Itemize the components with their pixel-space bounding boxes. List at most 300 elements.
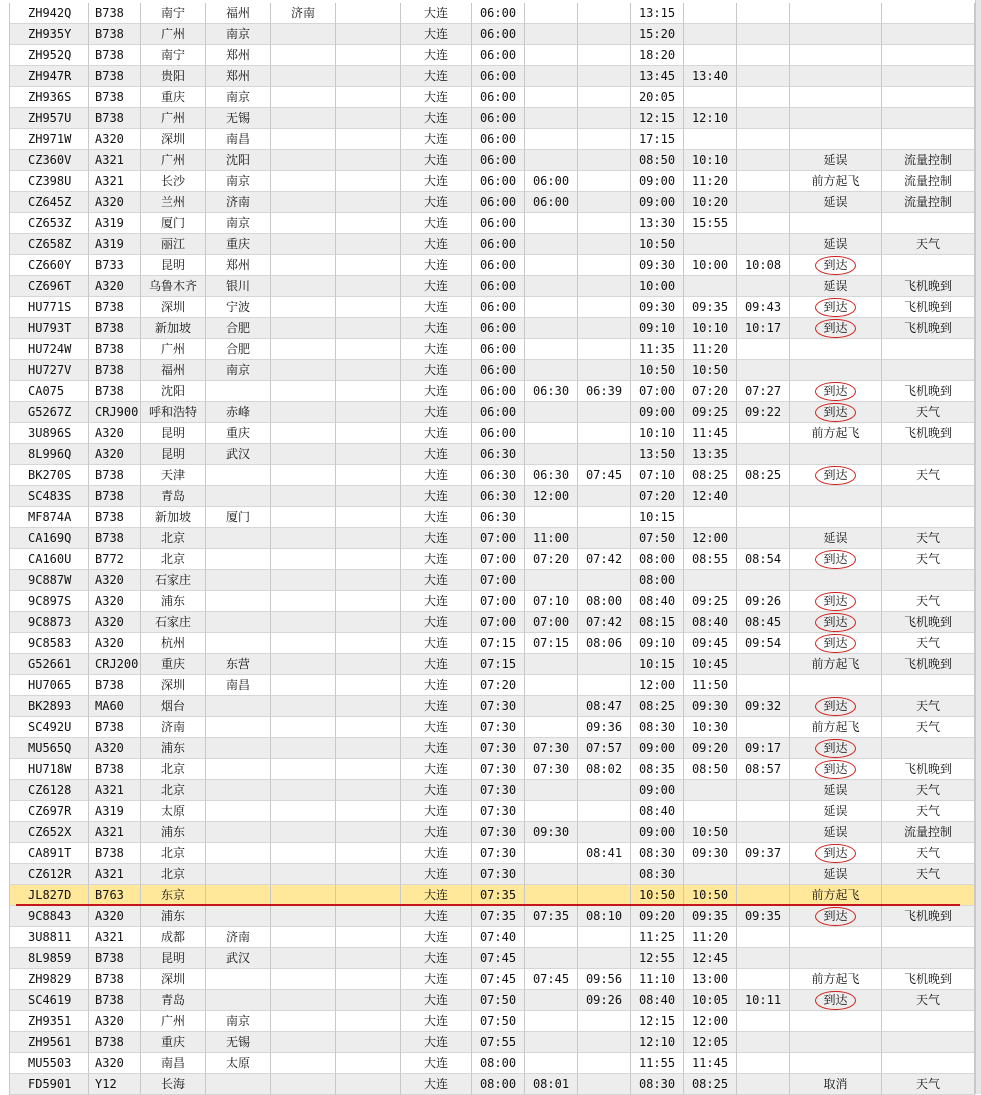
estimated-arrival-cell: 10:20: [684, 192, 737, 213]
aircraft-type-cell: B738: [89, 3, 141, 24]
delay-reason-cell: 飞机晚到: [882, 276, 975, 297]
table-row[interactable]: [9, 423, 975, 444]
scheduled-departure-cell: 07:30: [472, 780, 525, 801]
origin-cell: 深圳: [141, 675, 206, 696]
actual-arrival-cell: [737, 276, 790, 297]
table-row[interactable]: [9, 591, 975, 612]
estimated-departure-cell: [525, 66, 578, 87]
actual-arrival-cell: [737, 1074, 790, 1095]
estimated-arrival-cell: [684, 507, 737, 528]
destination-cell: 大连: [401, 822, 472, 843]
delay-reason-cell: 流量控制: [882, 822, 975, 843]
delay-reason-cell: [882, 87, 975, 108]
actual-departure-cell: 08:02: [578, 759, 631, 780]
stop1-cell: [206, 822, 271, 843]
origin-cell: 成都: [141, 927, 206, 948]
flight-number-cell: SC4619: [9, 990, 89, 1011]
scheduled-departure-cell: 07:00: [472, 591, 525, 612]
destination-cell: 大连: [401, 654, 472, 675]
actual-departure-cell: 07:42: [578, 612, 631, 633]
stop1-cell: [206, 801, 271, 822]
scheduled-arrival-cell: 09:00: [631, 402, 684, 423]
stop3-cell: [336, 885, 401, 906]
table-row[interactable]: [9, 129, 975, 150]
table-row[interactable]: [9, 297, 975, 318]
stop3-cell: [336, 759, 401, 780]
flight-number-cell: CA169Q: [9, 528, 89, 549]
destination-cell: 大连: [401, 276, 472, 297]
aircraft-type-cell: A320: [89, 1053, 141, 1074]
table-row[interactable]: [9, 717, 975, 738]
actual-departure-cell: [578, 1011, 631, 1032]
status-cell: 延误: [790, 780, 882, 801]
estimated-departure-cell: [525, 24, 578, 45]
actual-departure-cell: [578, 150, 631, 171]
estimated-arrival-cell: 09:25: [684, 591, 737, 612]
table-row[interactable]: [9, 738, 975, 759]
stop2-cell: [271, 633, 336, 654]
stop3-cell: [336, 570, 401, 591]
actual-departure-cell: [578, 864, 631, 885]
delay-reason-cell: 天气: [882, 591, 975, 612]
origin-cell: 深圳: [141, 297, 206, 318]
status-cell: [790, 297, 882, 318]
delay-reason-cell: 天气: [882, 402, 975, 423]
estimated-arrival-cell: [684, 780, 737, 801]
destination-cell: 大连: [401, 45, 472, 66]
destination-cell: 大连: [401, 948, 472, 969]
flight-number-cell: ZH952Q: [9, 45, 89, 66]
actual-arrival-cell: [737, 885, 790, 906]
stop1-cell: [206, 885, 271, 906]
stop1-cell: 南京: [206, 87, 271, 108]
scheduled-departure-cell: 06:00: [472, 3, 525, 24]
destination-cell: 大连: [401, 612, 472, 633]
destination-cell: 大连: [401, 423, 472, 444]
stop3-cell: [336, 948, 401, 969]
aircraft-type-cell: B738: [89, 528, 141, 549]
status-cell: [790, 612, 882, 633]
table-row[interactable]: [9, 885, 975, 906]
stop3-cell: [336, 1011, 401, 1032]
stop2-cell: [271, 717, 336, 738]
status-cell: 延误: [790, 864, 882, 885]
table-row[interactable]: [9, 444, 975, 465]
estimated-arrival-cell: [684, 3, 737, 24]
stop3-cell: [336, 108, 401, 129]
circled-status-label: 到达: [815, 844, 855, 863]
scheduled-arrival-cell: 09:00: [631, 171, 684, 192]
stop2-cell: [271, 444, 336, 465]
actual-departure-cell: 09:26: [578, 990, 631, 1011]
table-row[interactable]: [9, 780, 975, 801]
destination-cell: 大连: [401, 591, 472, 612]
delay-reason-cell: [882, 24, 975, 45]
delay-reason-cell: 天气: [882, 633, 975, 654]
estimated-arrival-cell: 09:45: [684, 633, 737, 654]
stop1-cell: 银川: [206, 276, 271, 297]
table-row[interactable]: [9, 570, 975, 591]
actual-departure-cell: [578, 45, 631, 66]
actual-arrival-cell: [737, 486, 790, 507]
stop1-cell: [206, 969, 271, 990]
table-row[interactable]: [9, 360, 975, 381]
status-cell: [790, 948, 882, 969]
table-row[interactable]: [9, 759, 975, 780]
delay-reason-cell: [882, 360, 975, 381]
table-row[interactable]: [9, 969, 975, 990]
actual-departure-cell: 06:39: [578, 381, 631, 402]
destination-cell: 大连: [401, 906, 472, 927]
estimated-departure-cell: 08:01: [525, 1074, 578, 1095]
actual-departure-cell: [578, 948, 631, 969]
flight-number-cell: CZ697R: [9, 801, 89, 822]
stop2-cell: [271, 654, 336, 675]
table-row[interactable]: [9, 1053, 975, 1074]
flight-number-cell: CA075: [9, 381, 89, 402]
circled-status-label: 到达: [815, 592, 855, 611]
estimated-arrival-cell: 07:20: [684, 381, 737, 402]
stop1-cell: [206, 1074, 271, 1095]
scheduled-departure-cell: 07:00: [472, 549, 525, 570]
scheduled-arrival-cell: 12:15: [631, 1011, 684, 1032]
flight-number-cell: JL827D: [9, 885, 89, 906]
table-row[interactable]: [9, 927, 975, 948]
aircraft-type-cell: B738: [89, 360, 141, 381]
table-row[interactable]: [9, 150, 975, 171]
actual-departure-cell: 09:36: [578, 717, 631, 738]
destination-cell: 大连: [401, 87, 472, 108]
delay-reason-cell: [882, 444, 975, 465]
delay-reason-cell: [882, 3, 975, 24]
scheduled-arrival-cell: 10:50: [631, 234, 684, 255]
scheduled-departure-cell: 08:00: [472, 1074, 525, 1095]
aircraft-type-cell: A321: [89, 927, 141, 948]
scheduled-arrival-cell: 08:40: [631, 801, 684, 822]
actual-departure-cell: [578, 1074, 631, 1095]
destination-cell: 大连: [401, 570, 472, 591]
stop3-cell: [336, 780, 401, 801]
origin-cell: 福州: [141, 360, 206, 381]
flight-number-cell: ZH947R: [9, 66, 89, 87]
stop1-cell: 太原: [206, 1053, 271, 1074]
actual-arrival-cell: [737, 780, 790, 801]
circled-status-label: 到达: [815, 613, 855, 632]
stop2-cell: [271, 402, 336, 423]
aircraft-type-cell: B738: [89, 108, 141, 129]
estimated-departure-cell: [525, 717, 578, 738]
stop3-cell: [336, 45, 401, 66]
table-row[interactable]: [9, 402, 975, 423]
stop3-cell: [336, 486, 401, 507]
table-row[interactable]: [9, 948, 975, 969]
table-row[interactable]: [9, 486, 975, 507]
estimated-departure-cell: 07:10: [525, 591, 578, 612]
table-row[interactable]: [9, 528, 975, 549]
delay-reason-cell: 天气: [882, 780, 975, 801]
estimated-arrival-cell: 10:30: [684, 717, 737, 738]
status-cell: [790, 1053, 882, 1074]
estimated-arrival-cell: [684, 45, 737, 66]
actual-departure-cell: [578, 528, 631, 549]
delay-reason-cell: 飞机晚到: [882, 297, 975, 318]
aircraft-type-cell: B738: [89, 717, 141, 738]
flight-number-cell: ZH936S: [9, 87, 89, 108]
actual-departure-cell: [578, 192, 631, 213]
table-row[interactable]: [9, 633, 975, 654]
actual-arrival-cell: [737, 822, 790, 843]
estimated-arrival-cell: 11:50: [684, 675, 737, 696]
estimated-departure-cell: [525, 780, 578, 801]
origin-cell: 东京: [141, 885, 206, 906]
estimated-departure-cell: [525, 255, 578, 276]
actual-arrival-cell: [737, 1011, 790, 1032]
table-row[interactable]: [9, 990, 975, 1011]
aircraft-type-cell: MA60: [89, 696, 141, 717]
flight-table: [9, 3, 975, 1095]
estimated-departure-cell: [525, 129, 578, 150]
status-cell: 取消: [790, 1074, 882, 1095]
circled-status-label: 到达: [815, 760, 855, 779]
table-row[interactable]: [9, 654, 975, 675]
stop1-cell: [206, 633, 271, 654]
table-row[interactable]: [9, 339, 975, 360]
flight-number-cell: CA891T: [9, 843, 89, 864]
scheduled-arrival-cell: 07:10: [631, 465, 684, 486]
actual-departure-cell: [578, 423, 631, 444]
table-row[interactable]: [9, 66, 975, 87]
aircraft-type-cell: A320: [89, 192, 141, 213]
stop3-cell: [336, 906, 401, 927]
actual-departure-cell: [578, 885, 631, 906]
estimated-departure-cell: [525, 990, 578, 1011]
stop3-cell: [336, 213, 401, 234]
stop3-cell: [336, 234, 401, 255]
stop2-cell: [271, 885, 336, 906]
stop2-cell: [271, 738, 336, 759]
aircraft-type-cell: B738: [89, 45, 141, 66]
estimated-departure-cell: [525, 927, 578, 948]
estimated-departure-cell: 07:30: [525, 759, 578, 780]
origin-cell: 沈阳: [141, 381, 206, 402]
actual-arrival-cell: 09:32: [737, 696, 790, 717]
origin-cell: 青岛: [141, 486, 206, 507]
table-row[interactable]: [9, 843, 975, 864]
stop1-cell: [206, 738, 271, 759]
stop2-cell: [271, 213, 336, 234]
estimated-departure-cell: [525, 1053, 578, 1074]
scheduled-departure-cell: 06:00: [472, 66, 525, 87]
table-row[interactable]: [9, 906, 975, 927]
status-cell: 延误: [790, 150, 882, 171]
actual-arrival-cell: 07:27: [737, 381, 790, 402]
stop3-cell: [336, 738, 401, 759]
actual-arrival-cell: 10:11: [737, 990, 790, 1011]
scheduled-departure-cell: 07:50: [472, 990, 525, 1011]
status-cell: [790, 591, 882, 612]
flight-number-cell: MU5503: [9, 1053, 89, 1074]
origin-cell: 北京: [141, 528, 206, 549]
stop2-cell: [271, 1032, 336, 1053]
destination-cell: 大连: [401, 1011, 472, 1032]
flight-number-cell: HU724W: [9, 339, 89, 360]
origin-cell: 长沙: [141, 171, 206, 192]
table-row[interactable]: [9, 1074, 975, 1095]
stop2-cell: [271, 990, 336, 1011]
actual-arrival-cell: [737, 360, 790, 381]
actual-departure-cell: [578, 318, 631, 339]
flight-number-cell: 3U896S: [9, 423, 89, 444]
delay-reason-cell: 飞机晚到: [882, 423, 975, 444]
destination-cell: 大连: [401, 255, 472, 276]
status-cell: [790, 990, 882, 1011]
status-cell: 前方起飞: [790, 969, 882, 990]
destination-cell: 大连: [401, 885, 472, 906]
aircraft-type-cell: A320: [89, 591, 141, 612]
table-row[interactable]: [9, 108, 975, 129]
status-cell: [790, 1011, 882, 1032]
stop3-cell: [336, 444, 401, 465]
scheduled-arrival-cell: 13:30: [631, 213, 684, 234]
actual-departure-cell: [578, 3, 631, 24]
table-row[interactable]: [9, 612, 975, 633]
table-row[interactable]: [9, 255, 975, 276]
delay-reason-cell: 天气: [882, 843, 975, 864]
actual-arrival-cell: [737, 864, 790, 885]
stop2-cell: [271, 948, 336, 969]
destination-cell: 大连: [401, 1053, 472, 1074]
delay-reason-cell: 天气: [882, 528, 975, 549]
actual-arrival-cell: [737, 1032, 790, 1053]
table-row[interactable]: [9, 171, 975, 192]
stop2-cell: [271, 570, 336, 591]
circled-status-label: 到达: [815, 550, 855, 569]
stop3-cell: [336, 150, 401, 171]
destination-cell: 大连: [401, 507, 472, 528]
estimated-arrival-cell: 15:55: [684, 213, 737, 234]
scheduled-departure-cell: 06:00: [472, 318, 525, 339]
table-row[interactable]: [9, 213, 975, 234]
scheduled-departure-cell: 07:45: [472, 948, 525, 969]
table-row[interactable]: [9, 465, 975, 486]
table-row[interactable]: [9, 192, 975, 213]
actual-departure-cell: [578, 444, 631, 465]
aircraft-type-cell: B738: [89, 381, 141, 402]
table-row[interactable]: [9, 3, 975, 24]
actual-arrival-cell: [737, 129, 790, 150]
table-row[interactable]: [9, 822, 975, 843]
status-cell: 延误: [790, 234, 882, 255]
estimated-departure-cell: [525, 150, 578, 171]
flight-number-cell: FD5901: [9, 1074, 89, 1095]
stop2-cell: [271, 1011, 336, 1032]
estimated-departure-cell: [525, 1032, 578, 1053]
table-row[interactable]: [9, 381, 975, 402]
stop3-cell: [336, 423, 401, 444]
stop2-cell: [271, 612, 336, 633]
status-cell: [790, 633, 882, 654]
actual-departure-cell: 08:41: [578, 843, 631, 864]
scheduled-arrival-cell: 09:00: [631, 780, 684, 801]
table-row[interactable]: [9, 24, 975, 45]
table-row[interactable]: [9, 549, 975, 570]
origin-cell: 北京: [141, 780, 206, 801]
table-row[interactable]: [9, 696, 975, 717]
stop3-cell: [336, 1074, 401, 1095]
scheduled-departure-cell: 07:30: [472, 864, 525, 885]
status-cell: [790, 906, 882, 927]
table-row[interactable]: [9, 276, 975, 297]
table-row[interactable]: [9, 234, 975, 255]
stop1-cell: 福州: [206, 3, 271, 24]
stop3-cell: [336, 87, 401, 108]
stop2-cell: [271, 360, 336, 381]
origin-cell: 昆明: [141, 948, 206, 969]
actual-arrival-cell: [737, 108, 790, 129]
stop3-cell: [336, 465, 401, 486]
table-row[interactable]: [9, 864, 975, 885]
table-row[interactable]: [9, 318, 975, 339]
delay-reason-cell: [882, 948, 975, 969]
vertical-scrollbar[interactable]: [975, 0, 981, 1094]
scheduled-departure-cell: 07:15: [472, 654, 525, 675]
estimated-arrival-cell: 09:35: [684, 297, 737, 318]
destination-cell: 大连: [401, 486, 472, 507]
destination-cell: 大连: [401, 696, 472, 717]
aircraft-type-cell: B763: [89, 885, 141, 906]
estimated-arrival-cell: 10:50: [684, 822, 737, 843]
actual-arrival-cell: [737, 654, 790, 675]
table-row[interactable]: [9, 675, 975, 696]
flight-number-cell: ZH971W: [9, 129, 89, 150]
stop3-cell: [336, 3, 401, 24]
estimated-departure-cell: [525, 87, 578, 108]
table-row[interactable]: [9, 45, 975, 66]
table-row[interactable]: [9, 1032, 975, 1053]
estimated-departure-cell: 06:30: [525, 465, 578, 486]
delay-reason-cell: 天气: [882, 990, 975, 1011]
actual-departure-cell: [578, 822, 631, 843]
actual-arrival-cell: 08:25: [737, 465, 790, 486]
scheduled-departure-cell: 06:00: [472, 339, 525, 360]
origin-cell: 杭州: [141, 633, 206, 654]
actual-arrival-cell: [737, 87, 790, 108]
stop2-cell: [271, 171, 336, 192]
origin-cell: 浦东: [141, 822, 206, 843]
estimated-arrival-cell: [684, 801, 737, 822]
stop2-cell: [271, 675, 336, 696]
status-cell: [790, 339, 882, 360]
table-row[interactable]: [9, 1011, 975, 1032]
estimated-arrival-cell: [684, 276, 737, 297]
destination-cell: 大连: [401, 24, 472, 45]
stop3-cell: [336, 297, 401, 318]
destination-cell: 大连: [401, 1074, 472, 1095]
delay-reason-cell: 飞机晚到: [882, 318, 975, 339]
stop2-cell: [271, 528, 336, 549]
table-row[interactable]: [9, 87, 975, 108]
estimated-arrival-cell: 09:30: [684, 696, 737, 717]
table-row[interactable]: [9, 507, 975, 528]
table-row[interactable]: [9, 801, 975, 822]
estimated-arrival-cell: 11:20: [684, 171, 737, 192]
destination-cell: 大连: [401, 66, 472, 87]
estimated-departure-cell: [525, 864, 578, 885]
aircraft-type-cell: A320: [89, 276, 141, 297]
scheduled-departure-cell: 06:00: [472, 87, 525, 108]
estimated-departure-cell: [525, 213, 578, 234]
origin-cell: 烟台: [141, 696, 206, 717]
